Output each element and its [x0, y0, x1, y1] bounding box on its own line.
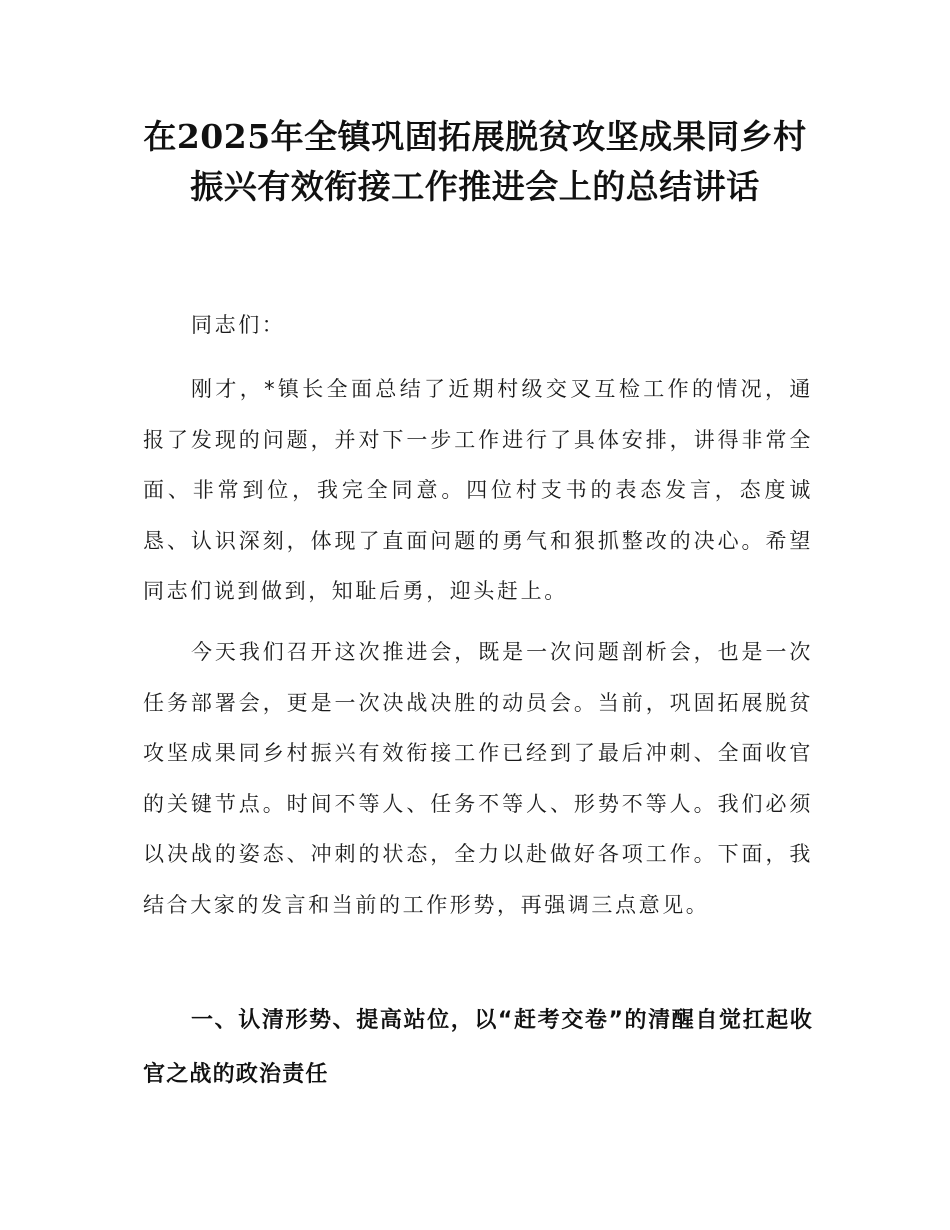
paragraph-meeting-purpose: 今天我们召开这次推进会，既是一次问题剖析会，也是一次任务部署会，更是一次决战决胜的动员会。当前，巩固拓展脱贫攻坚成果同乡村振兴有效衔接工作已经到了最后冲刺、全面收官的关键节点。时间不等人、任务不等人、形势不等人。我们必须以决战的姿态、冲刺的状态，全力以赴做好各项工作。下面，我结合大家的发言和当前的工作形势，再强调三点意见。 [143, 640, 813, 917]
section-heading-1: 一、认清形势、提高站位，以“赶考交卷”的清醒自觉扛起收官之战的政治责任 [143, 1008, 813, 1087]
title-line-1: 在2025年全镇巩固拓展脱贫攻坚成果同乡村 [143, 117, 807, 156]
salutation: 同志们： [191, 313, 286, 337]
paragraph-opening-remarks: 刚才，*镇长全面总结了近期村级交叉互检工作的情况，通报了发现的问题，并对下一步工作进行了具体安排，讲得非常全面、非常到位，我完全同意。四位村支书的表态发言，态度诚恳、认识深刻，体现了直面问题的勇气和狠抓整改的决心。希望同志们说到做到，知耻后勇，迎头赶上。 [143, 377, 813, 603]
title-line-2: 振兴有效衔接工作推进会上的总结讲话 [190, 167, 760, 206]
document-title [120, 112, 830, 212]
